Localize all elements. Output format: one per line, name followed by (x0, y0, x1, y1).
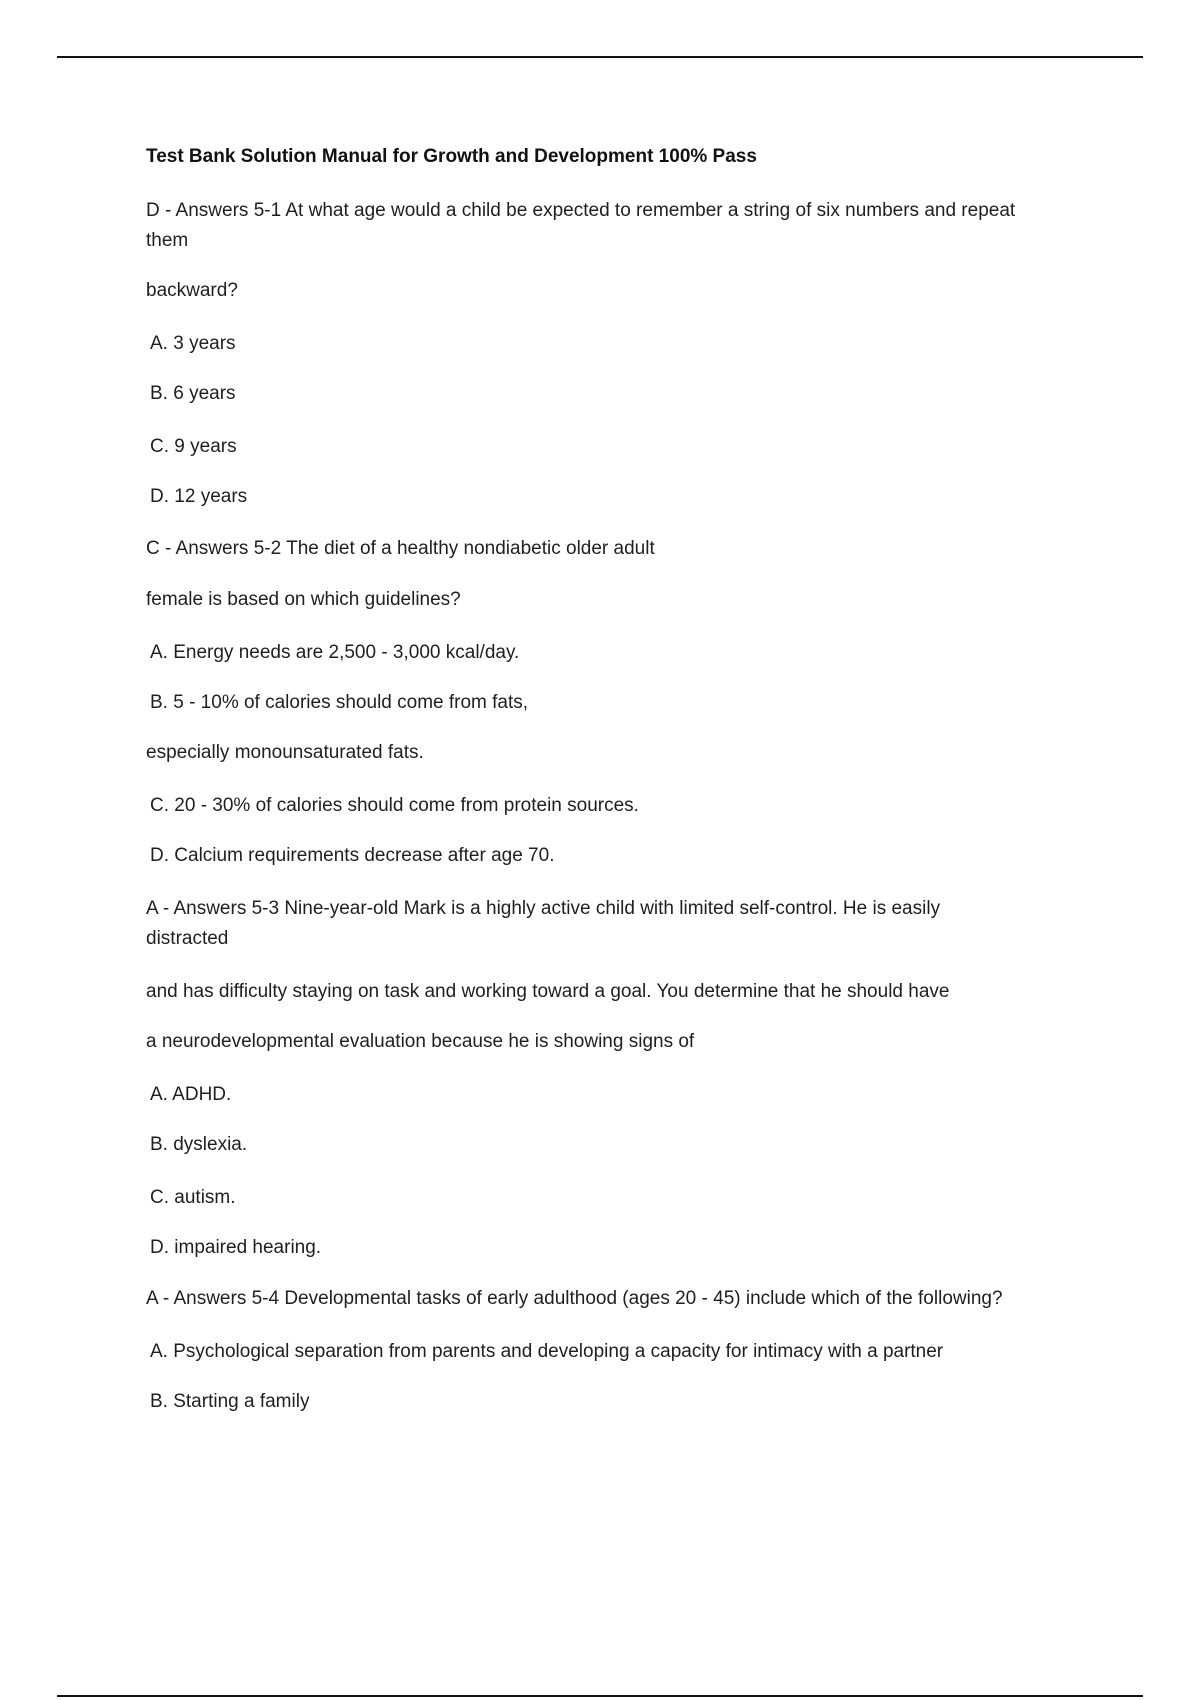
question-5-2-option-b-cont: especially monounsaturated fats. (146, 742, 424, 763)
question-5-1-stem-cont: backward? (146, 280, 238, 301)
question-5-1-stem: D - Answers 5-1 At what age would a child be expected to remember a string of six numbers and repeat (146, 200, 1016, 221)
footer-rule (57, 1695, 1143, 1697)
question-5-2-option-d: D. Calcium requirements decrease after age 70. (150, 845, 555, 866)
question-5-3-stem-cont: and has difficulty staying on task and working toward a goal. You determine that he should have (146, 981, 950, 1002)
question-5-3-option-c: C. autism. (150, 1187, 236, 1208)
question-5-4-stem: A - Answers 5-4 Developmental tasks of early adulthood (ages 20 - 45) include which of the following? (146, 1288, 1003, 1309)
question-5-2-option-b: B. 5 - 10% of calories should come from fats, (150, 692, 529, 713)
question-5-3-stem: A - Answers 5-3 Nine-year-old Mark is a highly active child with limited self-control. He is easily (146, 898, 941, 919)
question-5-2-option-c: C. 20 - 30% of calories should come from protein sources. (150, 795, 639, 816)
question-5-4-option-a: A. Psychological separation from parents and developing a capacity for intimacy with a partner (150, 1341, 944, 1362)
question-5-3-option-a: A. ADHD. (150, 1084, 232, 1105)
question-5-4-option-b: B. Starting a family (150, 1391, 310, 1412)
question-5-3-option-b: B. dyslexia. (150, 1134, 248, 1155)
question-5-1-option-a: A. 3 years (150, 333, 236, 354)
question-5-3-option-d: D. impaired hearing. (150, 1237, 322, 1258)
question-5-1-option-c: C. 9 years (150, 436, 237, 457)
question-5-2-stem-cont: female is based on which guidelines? (146, 589, 461, 610)
document-title: Test Bank Solution Manual for Growth and Development 100% Pass (146, 146, 757, 167)
question-5-3-stem-cont: distracted (146, 928, 229, 949)
question-5-1-option-d: D. 12 years (150, 486, 248, 507)
question-5-2-option-a: A. Energy needs are 2,500 - 3,000 kcal/day. (150, 642, 520, 663)
question-5-2-stem: C - Answers 5-2 The diet of a healthy nondiabetic older adult (146, 538, 655, 559)
question-5-1-option-b: B. 6 years (150, 383, 236, 404)
question-5-3-stem-cont: a neurodevelopmental evaluation because he is showing signs of (146, 1031, 695, 1052)
question-5-1-stem-cont: them (146, 230, 189, 251)
